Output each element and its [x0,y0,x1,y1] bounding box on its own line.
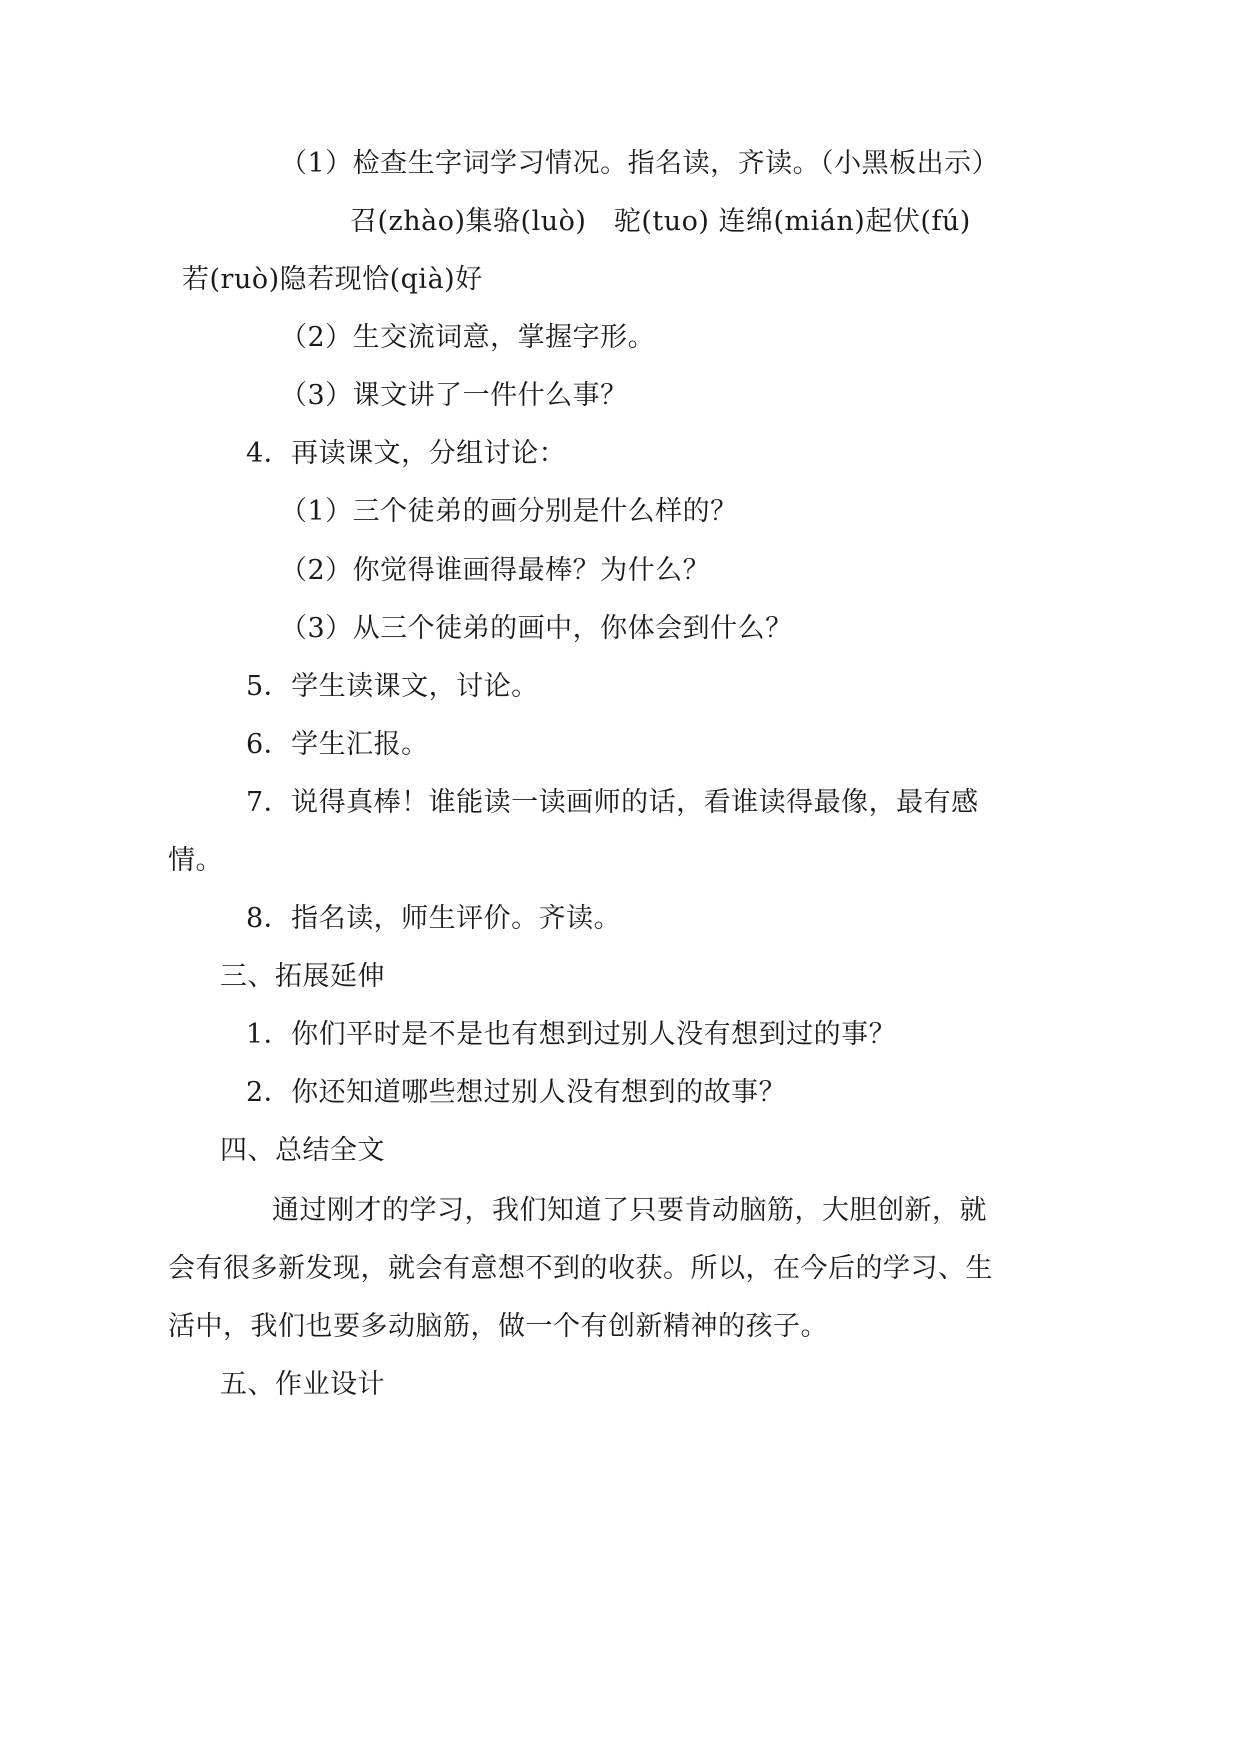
text-line-word-meaning: （2）生交流词意，掌握字形。 [280,322,656,353]
text-line-check-vocab: （1）检查生字词学习情况。指名读，齐读。（小黑板出示） [280,148,1000,179]
text-line-question-3: （3）从三个徒弟的画中，你体会到什么？ [280,613,793,644]
text-line-item-5: 5．学生读课文，讨论。 [246,671,539,702]
text-line-pinyin-1: 召(zhào)集骆(luò) 驼(tuo) 连绵(mián)起伏(fú) [350,206,971,237]
text-line-summary-2: 会有很多新发现，就会有意想不到的收获。所以，在今后的学习、生 [168,1253,993,1284]
section-heading-extension: 三、拓展延伸 [220,961,385,992]
text-line-item-6: 6．学生汇报。 [246,729,429,760]
text-line-pinyin-2: 若(ruò)隐若现恰(qià)好 [182,264,483,295]
text-line-summary-1: 通过刚才的学习，我们知道了只要肯动脑筋，大胆创新，就 [272,1195,987,1226]
section-heading-homework: 五、作业设计 [220,1369,385,1400]
text-line-item-7-cont: 情。 [168,845,223,876]
text-line-question-1: （1）三个徒弟的画分别是什么样的？ [280,496,738,527]
text-line-extension-2: 2．你还知道哪些想过别人没有想到的故事？ [246,1077,787,1108]
text-line-question-2: （2）你觉得谁画得最棒？为什么？ [280,555,711,586]
text-line-item-8: 8．指名读，师生评价。齐读。 [246,903,622,934]
text-line-summary-3: 活中，我们也要多动脑筋，做一个有创新精神的孩子。 [168,1311,828,1342]
text-line-extension-1: 1．你们平时是不是也有想到过别人没有想到过的事？ [246,1019,897,1050]
section-heading-summary: 四、总结全文 [220,1135,385,1166]
text-line-item-4: 4．再读课文，分组讨论： [246,438,567,469]
text-line-item-7: 7．说得真棒！谁能读一读画师的话，看谁读得最像，最有感 [246,787,979,818]
text-line-story-question: （3）课文讲了一件什么事？ [280,380,628,411]
